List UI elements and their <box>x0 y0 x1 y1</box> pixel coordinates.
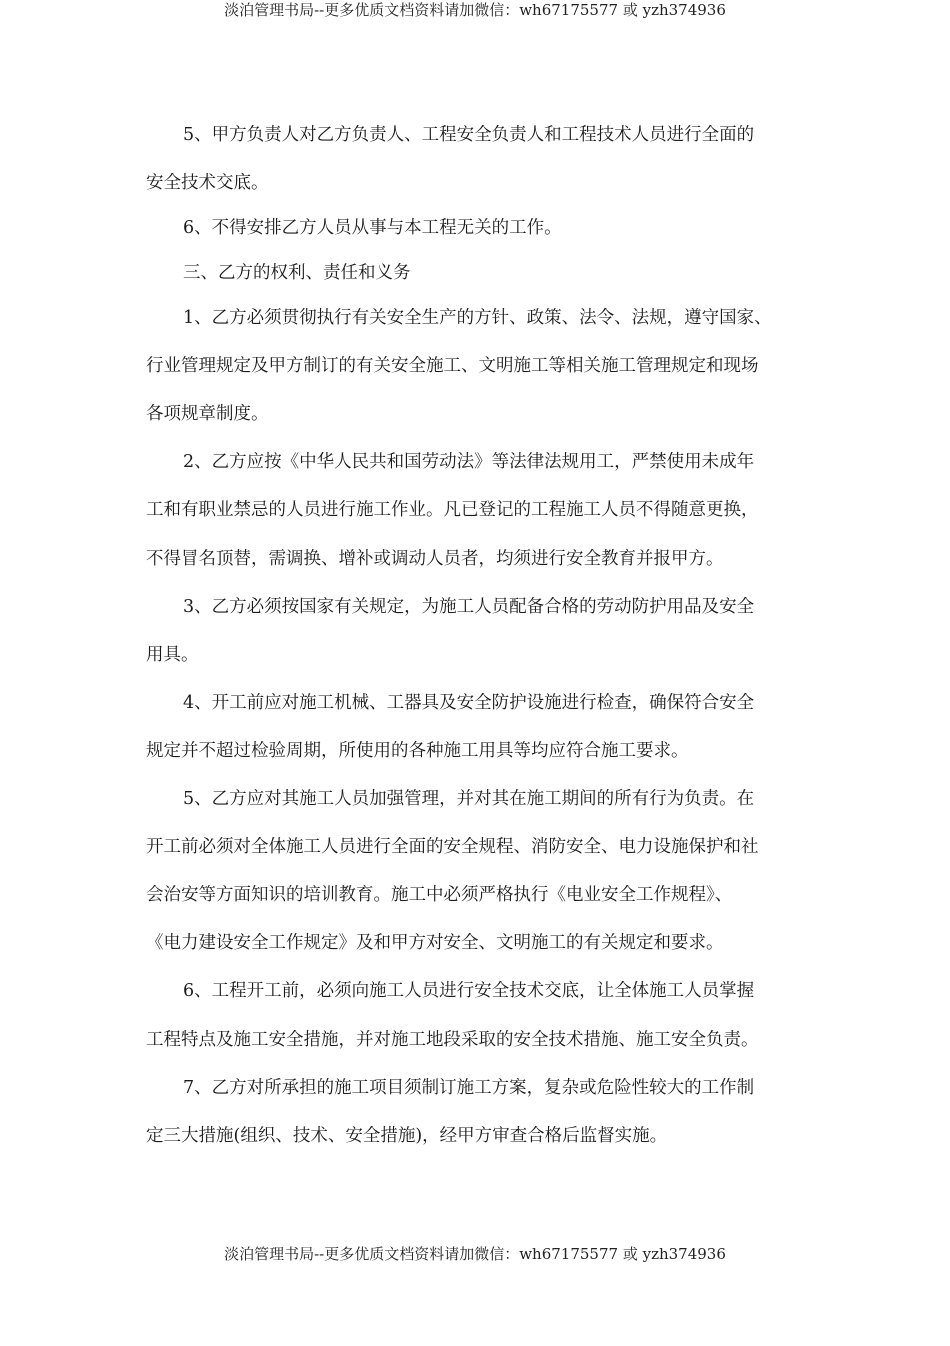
paragraph-line: 各项规章制度。 <box>146 404 269 425</box>
paragraph-line: 用具。 <box>146 644 199 665</box>
paragraph-line: 2、乙方应按《中华人民共和国劳动法》等法律法规用工，严禁使用未成年 <box>183 452 755 473</box>
paragraph-line: 4、开工前应对施工机械、工器具及安全防护设施进行检查，确保符合安全 <box>183 692 755 713</box>
paragraph-line: 安全技术交底。 <box>146 173 269 194</box>
page-footer: 淡泊管理书局--更多优质文档资料请加微信：wh67175577 或 yzh374936 <box>224 1245 726 1263</box>
section-heading: 三、乙方的权利、责任和义务 <box>183 263 411 284</box>
paragraph-line: 不得冒名顶替，需调换、增补或调动人员者，均须进行安全教育并报甲方。 <box>146 548 724 569</box>
paragraph-line: 会治安等方面知识的培训教育。施工中必须严格执行《电业安全工作规程》、 <box>146 885 733 906</box>
paragraph-line: 6、工程开工前，必须向施工人员进行安全技术交底，让全体施工人员掌握 <box>183 981 755 1002</box>
paragraph-line: 工和有职业禁忌的人员进行施工作业。凡已登记的工程施工人员不得随意更换， <box>146 500 759 521</box>
paragraph-line: 6、不得安排乙方人员从事与本工程无关的工作。 <box>183 218 562 239</box>
paragraph-line: 1、乙方必须贯彻执行有关安全生产的方针、政策、法令、法规，遵守国家、 <box>183 308 772 329</box>
paragraph-line: 规定并不超过检验周期，所使用的各种施工用具等均应符合施工要求。 <box>146 740 689 761</box>
paragraph-line: 3、乙方必须按国家有关规定，为施工人员配备合格的劳动防护用品及安全 <box>183 596 755 617</box>
document-body <box>146 119 802 1168</box>
paragraph-line: 工程特点及施工安全措施，并对施工地段采取的安全技术措施、施工安全负责。 <box>146 1029 759 1050</box>
paragraph-line: 5、乙方应对其施工人员加强管理，并对其在施工期间的所有行为负责。在 <box>183 789 755 810</box>
paragraph-line: 行业管理规定及甲方制订的有关安全施工、文明施工等相关施工管理规定和现场 <box>146 356 759 377</box>
paragraph-line: 开工前必须对全体施工人员进行全面的安全规程、消防安全、电力设施保护和社 <box>146 837 759 858</box>
page-header: 淡泊管理书局--更多优质文档资料请加微信：wh67175577 或 yzh374936 <box>224 1 726 19</box>
paragraph-line: 定三大措施(组织、技术、安全措施)，经甲方审查合格后监督实施。 <box>146 1125 668 1146</box>
paragraph-line: 5、甲方负责人对乙方负责人、工程安全负责人和工程技术人员进行全面的 <box>183 125 755 145</box>
paragraph-line: 《电力建设安全工作规定》及和甲方对安全、文明施工的有关规定和要求。 <box>146 933 724 954</box>
paragraph-line: 7、乙方对所承担的施工项目须制订施工方案，复杂或危险性较大的工作制 <box>183 1077 755 1098</box>
